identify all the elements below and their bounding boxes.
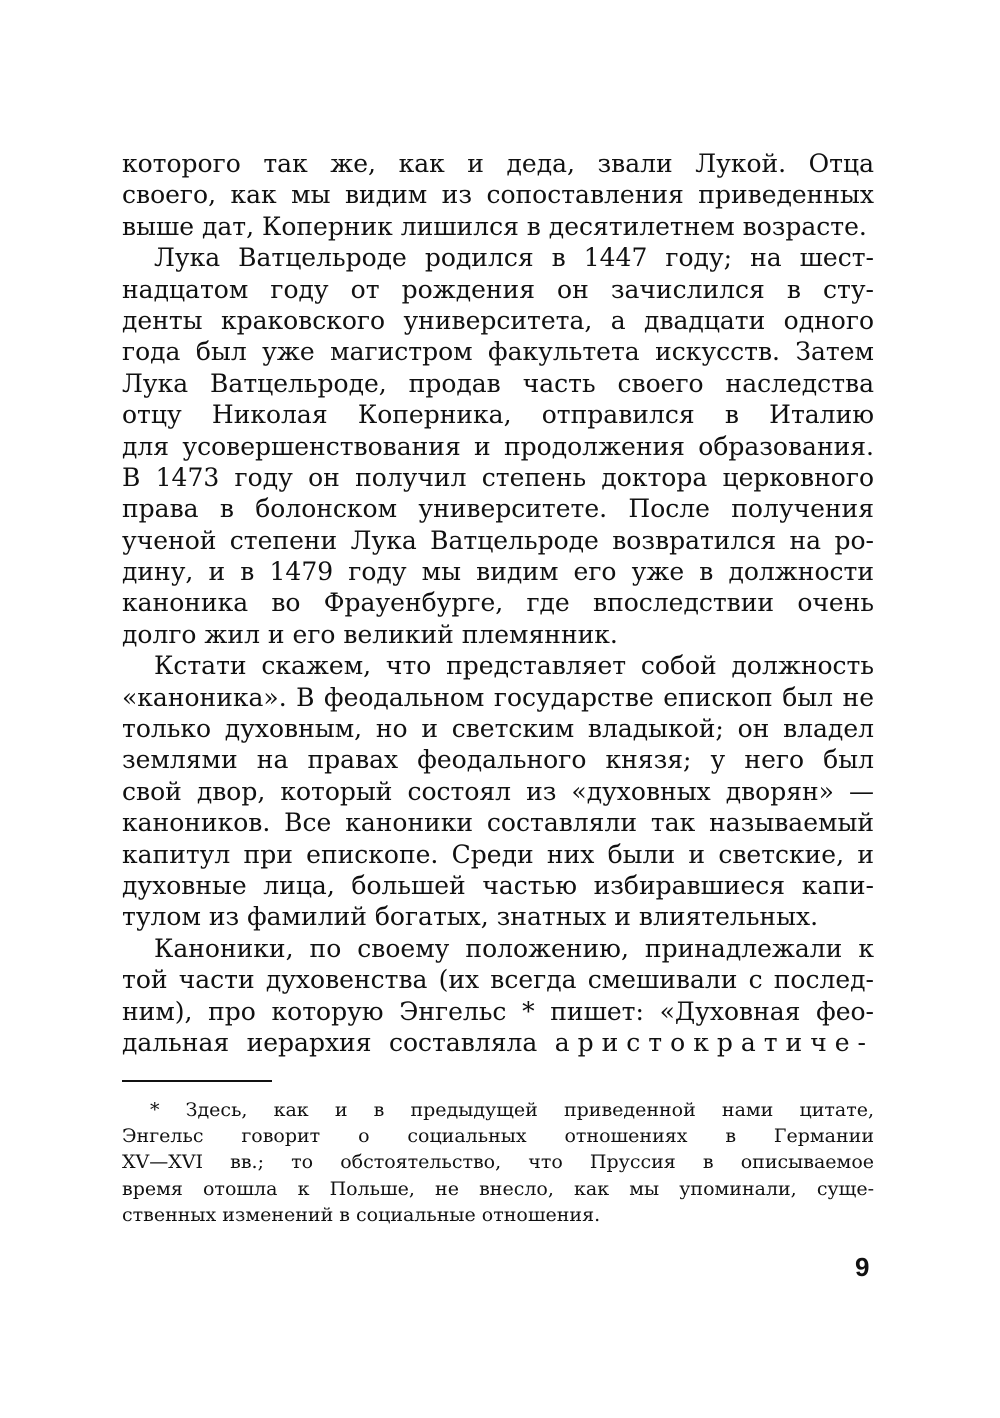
text-line: ним), про которую Энгельс * пишет: «Духовная фео- (122, 996, 874, 1026)
text-line: Кстати скажем, что представляет собой должность (154, 651, 874, 681)
footnote-line: * Здесь, как и в предыдущей приведенной нами цитате, (150, 1099, 874, 1121)
text-line: духовные лица, большей частью избиравшиеся капи- (122, 870, 874, 900)
text-line: года был уже магистром факультета искусств. Затем (122, 337, 874, 367)
text-line: тулом из фамилий богатых, знатных и влиятельных. (122, 902, 819, 932)
text-line: долго жил и его великий племянник. (122, 619, 618, 649)
page-number: 9 (855, 1252, 870, 1282)
spaced-word: аристократиче- (554, 1027, 874, 1057)
text-line: той части духовенства (их всегда смешивали с послед- (122, 965, 874, 995)
text-line: В 1473 году он получил степень доктора церковного (122, 462, 874, 492)
text-line: Каноники, по своему положению, принадлежали к (154, 933, 874, 963)
text-line: землями на правах феодального князя; у него был (122, 745, 874, 775)
footnote-separator (122, 1080, 272, 1082)
text-line: своего, как мы видим из сопоставления приведенных (122, 180, 874, 210)
footnote-line: ственных изменений в социальные отношения. (122, 1203, 601, 1226)
text-line: капитул при епископе. Среди них были и светские, и (122, 839, 874, 869)
text-line: надцатом году от рождения он зачислился в сту- (122, 274, 874, 304)
text-line: каноника во Фрауенбурге, где впоследствии очень (122, 588, 874, 618)
text-line: ученой степени Лука Ватцельроде возвратился на ро- (122, 525, 874, 555)
text-line: денты краковского университета, а двадцати одного (122, 305, 874, 335)
text-line: свой двор, который состоял из «духовных дворян» — (122, 776, 874, 806)
text-line: Лука Ватцельроде родился в 1447 году; на шест- (154, 243, 874, 273)
main-text (122, 148, 874, 1058)
text-line: права в болонском университете. После получения (122, 494, 874, 524)
text-line-start: дальная иерархия составляла (122, 1027, 538, 1057)
text-line: которого так же, как и деда, звали Лукой. Отца (122, 149, 874, 178)
text-line: каноников. Все каноники составляли так называемый (122, 808, 874, 838)
footnote-line: Энгельс говорит о социальных отношениях в Германии (122, 1125, 874, 1148)
text-line: дину, и в 1479 году мы видим его уже в должности (122, 557, 874, 587)
footnote (122, 1097, 874, 1228)
text-line: для усовершенствования и продолжения образования. (122, 431, 874, 461)
footnote-line: время отошла к Польше, не внесло, как мы упоминали, суще- (122, 1177, 874, 1200)
text-line: Лука Ватцельроде, продав часть своего наследства (122, 368, 874, 398)
text-line-continued (122, 1027, 874, 1058)
text-line: отцу Николая Коперника, отправился в Италию (122, 400, 874, 430)
text-line: выше дат, Коперник лишился в десятилетнем возрасте. (122, 211, 867, 241)
text-line: «каноника». В феодальном государстве епископ был не (122, 682, 874, 712)
footnote-line: XV—XVI вв.; то обстоятельство, что Пруссия в описываемое (122, 1151, 874, 1174)
text-line: только духовным, но и светским владыкой; он владел (122, 714, 874, 744)
